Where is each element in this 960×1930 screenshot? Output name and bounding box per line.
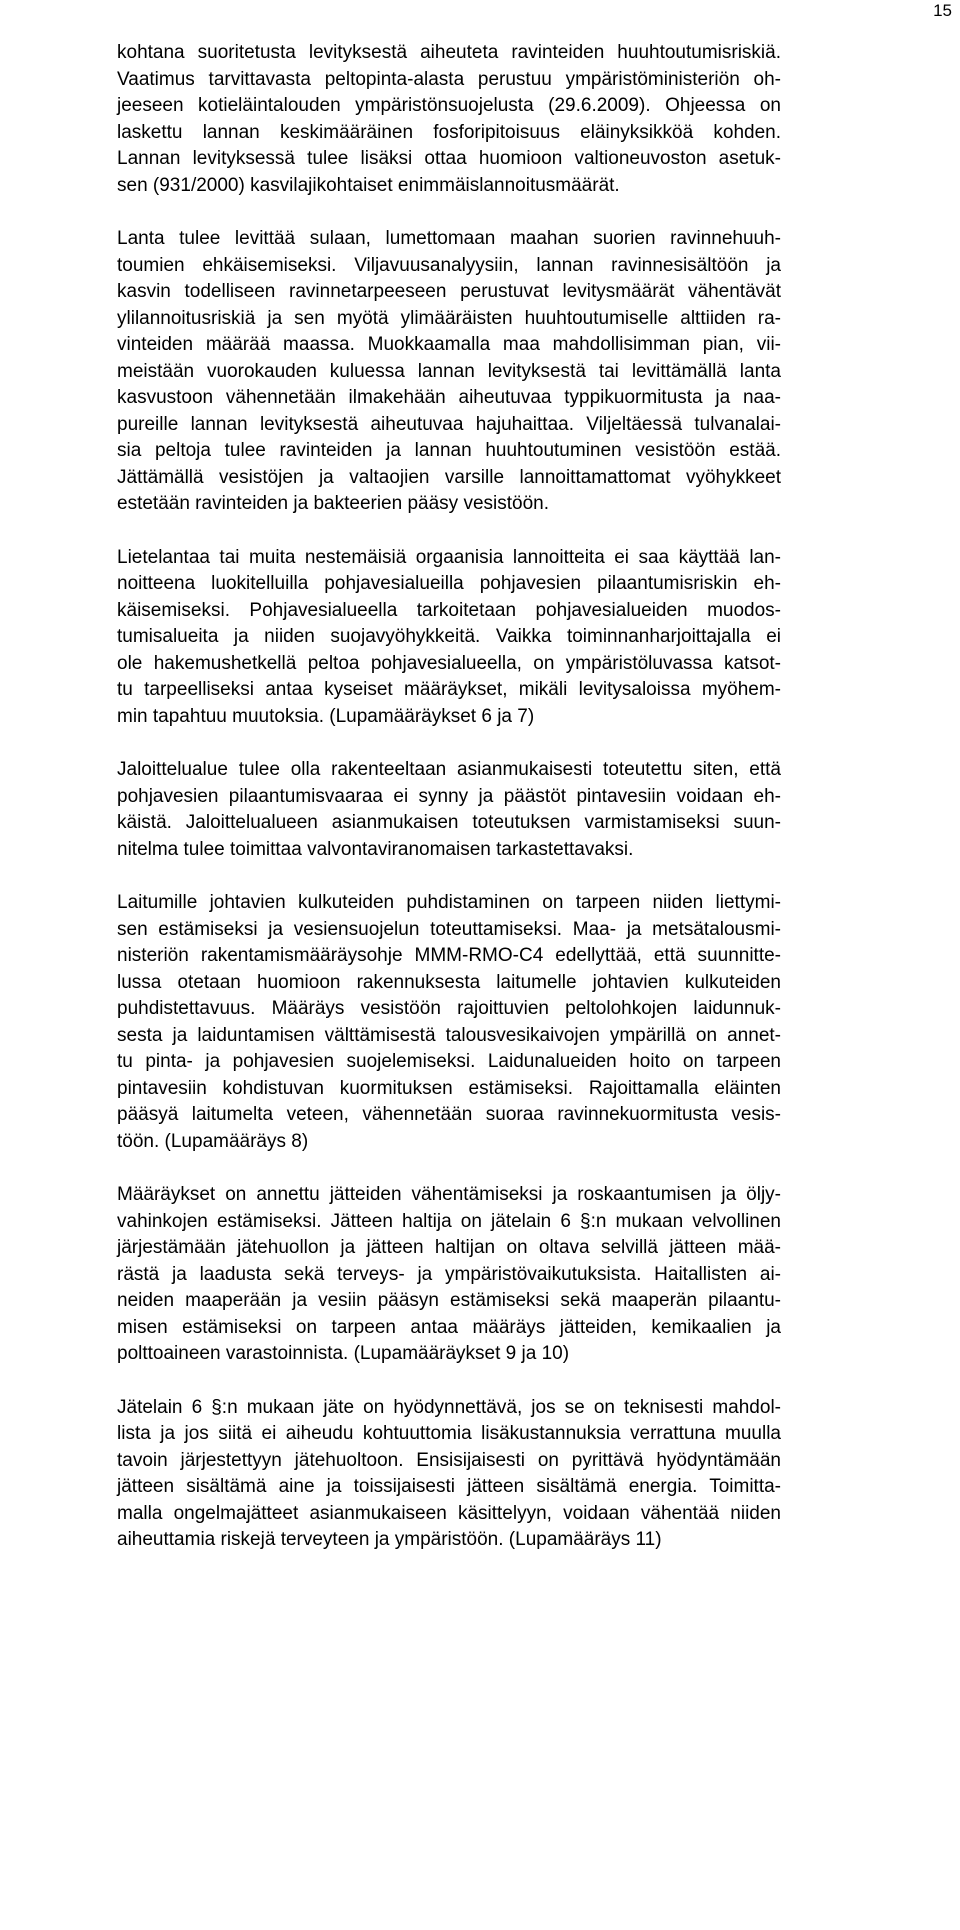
text-line: aiheuttamia riskejä terveyteen ja ympäristöön. (Lupamääräys 11): [117, 1529, 662, 1550]
text-line: pintavesiin kohdistuvan kuormituksen estämiseksi. Rajoittamalla eläinten: [117, 1077, 781, 1099]
text-line: malla ongelmajätteet asianmukaiseen käsittelyyn, voidaan vähentää niiden: [117, 1502, 781, 1524]
text-line: kasvin todelliseen ravinnetarpeeseen perustuvat levitysmäärät vähentävät: [117, 281, 781, 302]
text-line: pohjavesien pilaantumisvaaraa ei synny ja päästöt pintavesiin voidaan eh-: [117, 785, 781, 807]
paragraph-5: [117, 890, 781, 1155]
text-line: min tapahtuu muutoksia. (Lupamääräykset 6 ja 7): [117, 705, 535, 727]
text-line: estetään ravinteiden ja bakteerien pääsy vesistöön.: [117, 493, 549, 514]
text-line: sen (931/2000) kasvilajikohtaiset enimmäislannoitusmäärät.: [117, 174, 620, 196]
text-line: neiden maaperään ja vesiin pääsyn estämiseksi sekä maaperän pilaantu-: [117, 1290, 781, 1311]
text-line: jeeseen kotieläintalouden ympäristönsuojelusta (29.6.2009). Ohjeessa on: [117, 95, 781, 116]
text-line: vahinkojen estämiseksi. Jätteen haltija on jätelain 6 §:n mukaan velvollinen: [117, 1210, 781, 1232]
text-line: sia peltoja tulee ravinteiden ja lannan huuhtoutuminen vesistöön estää.: [117, 440, 781, 461]
text-line: Laitumille johtavien kulkuteiden puhdistaminen on tarpeen niiden liettymi-: [117, 892, 781, 913]
text-line: Lanta tulee levittää sulaan, lumettomaan maahan suorien ravinnehuuh-: [117, 228, 781, 249]
paragraph-7: [117, 1395, 781, 1554]
text-line: Lietelantaa tai muita nestemäisiä orgaanisia lannoitteita ei saa käyttää lan-: [117, 546, 781, 568]
text-line: lussa otetaan huomioon rakennuksesta laitumelle johtavien kulkuteiden: [117, 971, 781, 993]
text-line: toumien ehkäisemiseksi. Viljavuusanalyysiin, lannan ravinnesisältöön ja: [117, 254, 781, 276]
text-line: jätteen sisältämä aine ja toissijaisesti jätteen sisältämä energia. Toimitta-: [117, 1476, 781, 1497]
page-number: 15: [933, 1, 952, 20]
text-line: tavoin järjestettyyn jätehuoltoon. Ensisijaisesti on pyrittävä hyödyntämään: [117, 1449, 781, 1471]
text-line: kohtana suoritetusta levityksestä aiheuteta ravinteiden huuhtoutumisriskiä.: [117, 42, 781, 63]
paragraph-2: [117, 226, 781, 518]
text-line: järjestämään jätehuollon ja jätteen haltijan on oltava selvillä jätteen mää-: [117, 1237, 781, 1258]
text-line: Lannan levityksessä tulee lisäksi ottaa huomioon valtioneuvoston asetuk-: [117, 148, 781, 169]
text-line: lista ja jos siitä ei aiheudu kohtuuttomia lisäkustannuksia verrattuna muulla: [117, 1423, 781, 1444]
text-line: laskettu lannan keskimääräinen fosforipitoisuus eläinyksikköä kohden.: [117, 121, 781, 143]
text-line: nitelma tulee toimittaa valvontaviranomaisen tarkastettavaksi.: [117, 838, 634, 860]
text-line: noitteena luokitelluilla pohjavesialueilla pohjavesien pilaantumisriskin eh-: [117, 573, 781, 594]
text-line: Jätelain 6 §:n mukaan jäte on hyödynnettävä, jos se on teknisesti mahdol-: [117, 1396, 781, 1418]
text-line: pureille lannan levityksestä aiheutuvaa hajuhaittaa. Viljeltäessä tulvanalai-: [117, 413, 781, 435]
text-line: tumisalueita ja niiden suojavyöhykkeitä. Vaikka toiminnanharjoittajalla ei: [117, 626, 781, 647]
paragraph-3: [117, 545, 781, 731]
text-line: ole hakemushetkellä peltoa pohjavesialueella, on ympäristöluvassa katsot-: [117, 652, 781, 674]
text-line: Vaatimus tarvittavasta peltopinta-alasta perustuu ympäristöministeriön oh-: [117, 68, 781, 90]
text-line: polttoaineen varastoinnista. (Lupamääräykset 9 ja 10): [117, 1343, 570, 1364]
text-line: ylilannoitusriskiä ja sen myötä ylimääräisten huuhtoutumiselle alttiiden ra-: [117, 307, 781, 329]
text-line: Jaloittelualue tulee olla rakenteeltaan asianmukaisesti toteutettu siten, että: [117, 759, 781, 780]
text-line: sesta ja laiduntamisen välttämisestä talousvesikaivojen ympärillä on annet-: [117, 1024, 781, 1046]
text-line: tu tarpeelliseksi antaa kyseiset määräykset, mikäli levitysaloissa myöhem-: [117, 679, 781, 700]
text-line: sen estämiseksi ja vesiensuojelun toteuttamiseksi. Maa- ja metsätalousmi-: [117, 918, 781, 940]
text-line: käisemiseksi. Pohjavesialueella tarkoitetaan pohjavesialueiden muodos-: [117, 599, 781, 621]
paragraph-6: [117, 1182, 781, 1368]
text-line: kasvustoon vähennetään ilmakehään aiheutuvaa typpikuormitusta ja naa-: [117, 387, 781, 408]
text-line: käistä. Jaloittelualueen asianmukaisen toteutuksen varmistamiseksi suun-: [117, 812, 781, 833]
text-line: misen estämiseksi on tarpeen antaa määräys jätteiden, kemikaalien ja: [117, 1316, 781, 1338]
text-line: töön. (Lupamääräys 8): [117, 1130, 309, 1152]
text-line: puhdistettavuus. Määräys vesistöön rajoittuvien peltolohkojen laidunnuk-: [117, 998, 781, 1019]
text-line: rästä ja laadusta sekä terveys- ja ympäristövaikutuksista. Haitallisten ai-: [117, 1263, 781, 1285]
document-body: [117, 40, 781, 1581]
text-line: Määräykset on annettu jätteiden vähentämiseksi ja roskaantumisen ja öljy-: [117, 1184, 781, 1205]
paragraph-4: [117, 757, 781, 863]
text-line: tu pinta- ja pohjavesien suojelemiseksi. Laidunalueiden hoito on tarpeen: [117, 1051, 781, 1072]
text-line: pääsyä laitumelta veteen, vähennetään suoraa ravinnekuormitusta vesis-: [117, 1104, 781, 1125]
text-line: vinteiden määrää maassa. Muokkaamalla maa mahdollisimman pian, vii-: [117, 334, 781, 355]
text-line: nisteriön rakentamismääräysohje MMM-RMO-C4 edellyttää, että suunnitte-: [117, 945, 781, 966]
text-line: meistään vuorokauden kuluessa lannan levityksestä tai levittämällä lanta: [117, 360, 781, 382]
paragraph-1: [117, 40, 781, 199]
text-line: Jättämällä vesistöjen ja valtaojien varsille lannoittamattomat vyöhykkeet: [117, 466, 781, 488]
